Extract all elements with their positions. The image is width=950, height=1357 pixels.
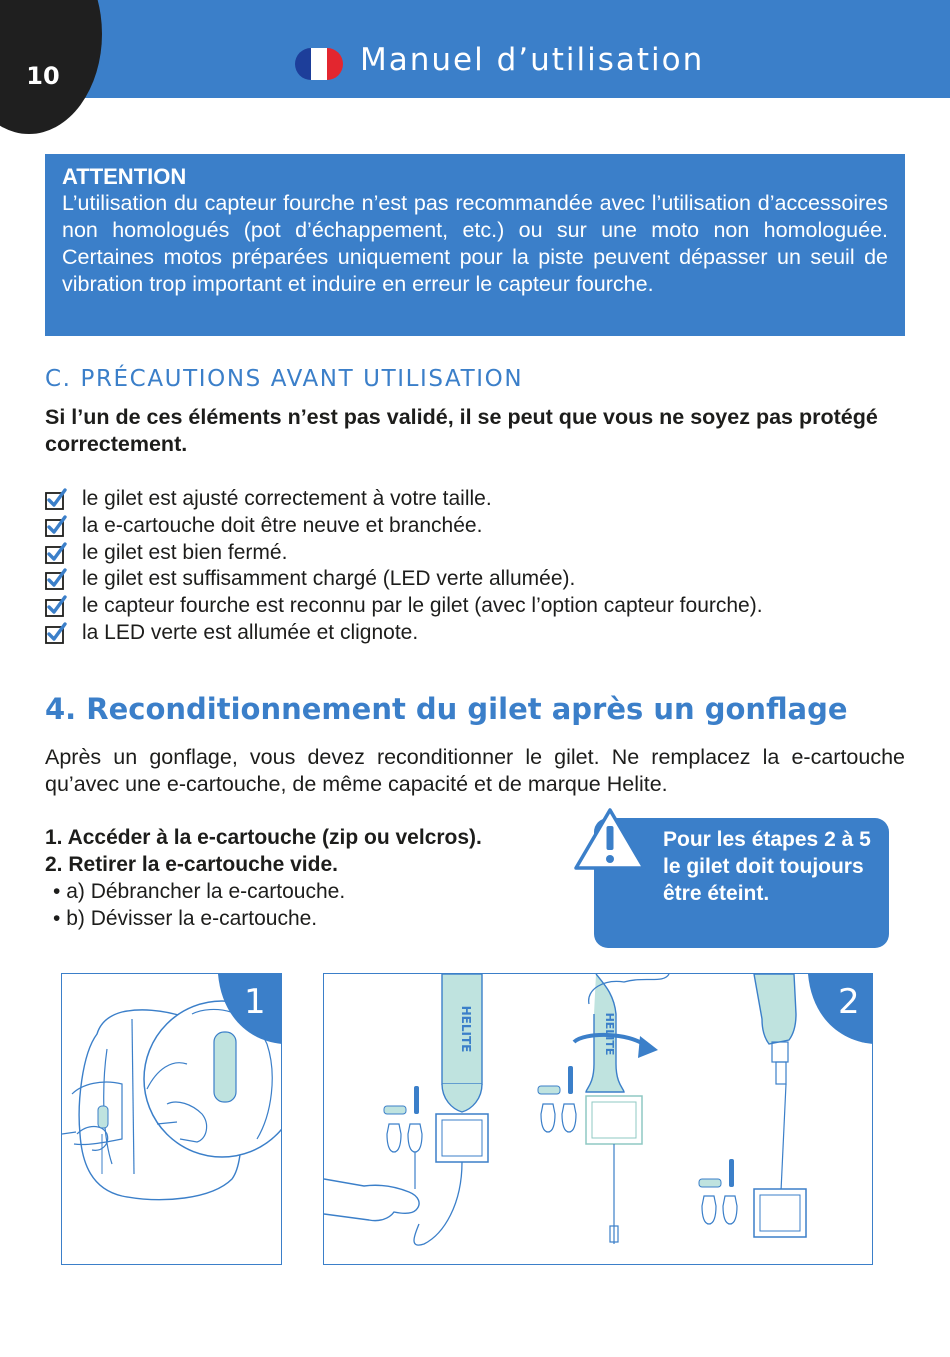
substep-a [45,878,482,905]
checkbox-checked-icon [45,622,67,644]
section-4-heading: 4. Reconditionnement du gilet après un gonflage [45,692,848,726]
cartridge-removal-illustration [324,974,873,1265]
list-item [45,486,763,513]
precaution-checklist [45,486,763,646]
list-item [45,566,763,593]
figure-number: 1 [244,982,266,1022]
section-c-heading: C. PRÉCAUTIONS AVANT UTILISATION [45,366,524,392]
page-number: 10 [26,62,60,90]
checklist-text: la LED verte est allumée et clignote. [82,620,419,644]
attention-title: ATTENTION [62,164,187,189]
step-2: 2. Retirer la e-cartouche vide. [45,853,338,876]
warning-icon [572,806,648,872]
checkbox-checked-icon [45,488,67,510]
figure-1 [61,973,282,1265]
step-1: 1. Accéder à la e-cartouche (zip ou velcros). [45,826,482,849]
figure-number: 2 [838,982,860,1022]
checkbox-checked-icon [45,568,67,590]
section-4-intro: Après un gonflage, vous devez reconditionner le gilet. Ne remplacez la e-cartouche qu’avec une e-cartouche, de même capacité et de marque Helite. [45,745,905,796]
step-list [45,824,482,932]
list-item [45,593,763,620]
brand-label: HELITE [459,1005,473,1053]
checkbox-checked-icon [45,595,67,617]
section-c-warning: Si l’un de ces éléments n’est pas validé, il se peut que vous ne soyez pas protégé correctement. [45,405,878,456]
substep-a-text: a) Débrancher la e-cartouche. [66,880,346,903]
list-item [45,513,763,540]
checklist-text: le capteur fourche est reconnu par le gilet (avec l’option capteur fourche). [82,594,763,618]
checklist-text: la e-cartouche doit être neuve et branchée. [82,514,483,538]
checkbox-checked-icon [45,542,67,564]
list-item [45,619,763,646]
brand-label: HELITE [603,1012,616,1056]
notice-text: Pour les étapes 2 à 5 le gilet doit toujours être éteint. [663,828,871,905]
bullet: • [53,907,61,930]
french-flag-icon [295,48,343,80]
attention-box [45,154,905,336]
checkbox-checked-icon [45,515,67,537]
substep-b-text: b) Dévisser la e-cartouche. [66,907,318,930]
figure-2 [323,973,873,1265]
list-item [45,539,763,566]
checklist-text: le gilet est ajusté correctement à votre taille. [82,487,492,511]
checklist-text: le gilet est bien fermé. [82,540,288,564]
manual-title: Manuel d’utilisation [360,42,705,78]
attention-body: L’utilisation du capteur fourche n’est pas recommandée avec l’utilisation d’accessoires non homologués (pot d’échappement, etc.) ou sur une moto non homologuée. Certaines motos préparées uniquement pour la piste peuvent dépasser un seuil de vibration trop important et induire en erreur le capteur fourche. [62,191,888,296]
bullet: • [53,880,61,903]
checklist-text: le gilet est suffisamment chargé (LED verte allumée). [82,567,576,591]
substep-b [45,905,482,932]
